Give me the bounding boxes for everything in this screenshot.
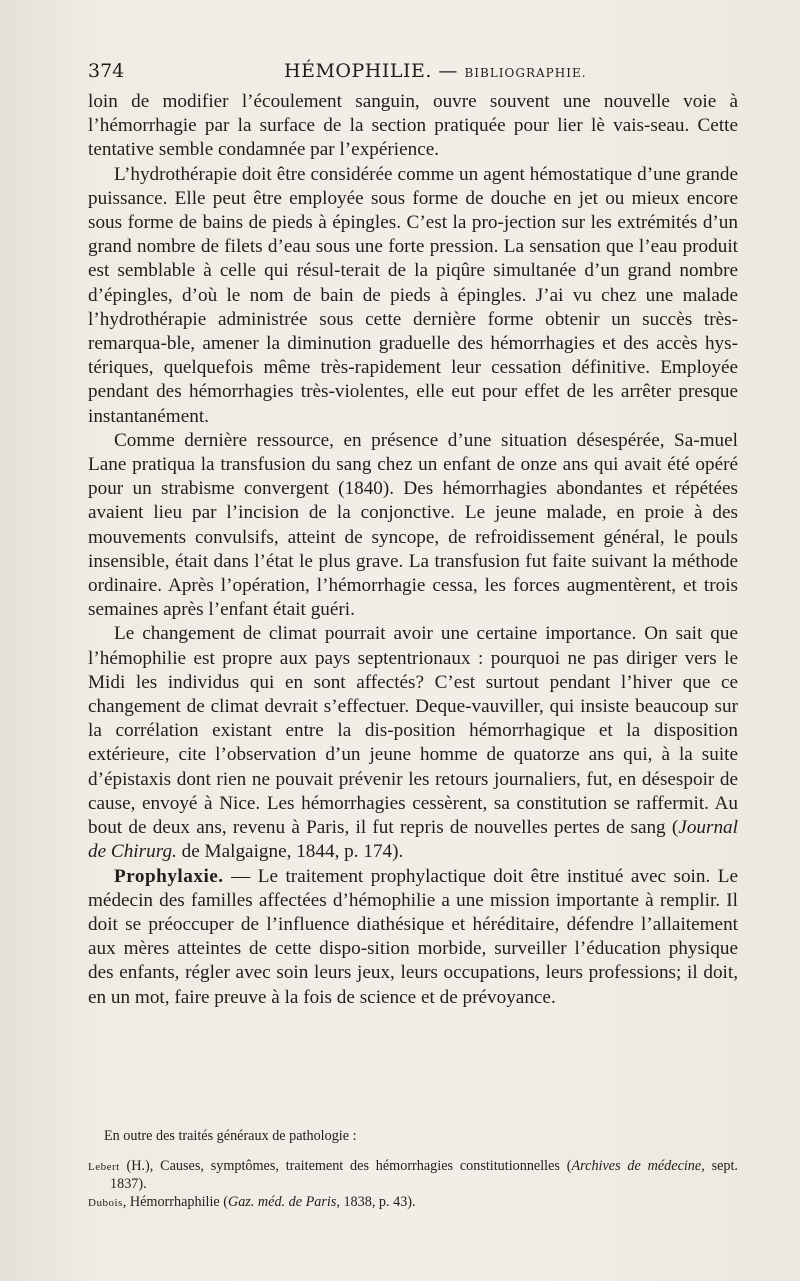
paragraph-climate bbox=[88, 622, 738, 864]
reference-text: , Hémorrhaphilie ( bbox=[122, 1193, 228, 1210]
reference-author: Lebert bbox=[88, 1160, 120, 1173]
reference-item bbox=[88, 1158, 738, 1194]
page-number: 374 bbox=[88, 60, 125, 82]
section-heading-prophylaxie: Prophylaxie. bbox=[114, 865, 224, 887]
reference-date: , sept. 1837). bbox=[110, 1157, 738, 1192]
reference-author: Dubois bbox=[88, 1196, 123, 1209]
main-text bbox=[88, 90, 738, 1010]
reference-date: , 1838, p. 43). bbox=[336, 1193, 416, 1210]
paragraph-prophylaxis bbox=[88, 865, 738, 1010]
prophylaxis-text: — Le traitement prophylactique doit être institué avec soin. Le médecin des familles affectées d’hémophilie a une mission importante à remplir. Il doit se préoccuper de l’influence diathésique et héréditaire, défendre l’allaitement aux mères atteintes de cette dispo-sition morbide, surveiller l’éducation physique des enfants, régler avec soin leurs jeux, leurs occupations, leurs professions; il doit, en un mot, faire preuve à la fois de science et de prévoyance. bbox=[88, 865, 738, 1008]
reference-item bbox=[88, 1194, 738, 1213]
paragraph-ligature: loin de modifier l’écoulement sanguin, ouvre souvent une nouvelle voie à l’hémorrhagie par la surface de la section pratiquée pour lier lè vais-seau. Cette tentative semble condamnée par l’expérience. bbox=[88, 91, 738, 161]
running-title-section: BIBLIOGRAPHIE. bbox=[464, 66, 587, 80]
reference-text: (H.), Causes, symptômes, traitement des hémorrhagies constitutionnelles ( bbox=[119, 1157, 572, 1174]
paragraph-hydrotherapy: L’hydrothérapie doit être considérée comme un agent hémostatique d’une grande puissance. Elle peut être employée sous forme de douche en jet ou mieux encore sous forme de bains de pieds à épingles. C’est la pro-jection sur les extrémités d’un grand nombre de filets d’eau sous une forte pression. La sensation que l’eau produit est semblable à celle qui résul-terait de la piqûre simultanée d’un grand nombre d’épingles, d’où le nom de bain de pieds à épingles. J’ai vu chez une malade l’hydrothérapie administrée sous cette dernière forme obtenir un succès très-remarqua-ble, amener la diminution graduelle des hémorrhagies et des accès hys-tériques, quelquefois même très-rapidement leur cessation définitive. Employée pendant des hémorrhagies très-violentes, elle eut pour effet de les arrêter presque instantanément. bbox=[88, 163, 738, 427]
reference-journal: Gaz. méd. de Paris bbox=[227, 1193, 337, 1210]
journal-citation: Journal de Chirurg. bbox=[88, 817, 738, 863]
running-title-main: HÉMOPHILIE. — bbox=[284, 60, 458, 82]
reference-journal: Archives de médecine bbox=[571, 1157, 702, 1174]
climate-citation-end: de Malgaigne, 1844, p. 174). bbox=[176, 841, 404, 863]
climate-text: Le changement de climat pourrait avoir une certaine importance. On sait que l’hémophilie est propre aux pays septentrionaux : pourquoi ne pas diriger vers le Midi les individus qui en sont affectés? C’est surtout pendant l’hiver que ce changement de climat devrait s’effectuer. Deque-vauviller, qui insiste beaucoup sur la corrélation existant entre la dis-position hémorrhagique et la disposition extérieure, cite l’observation d’un jeune homme de quatorze ans qui, à la suite d’épistaxis dont rien ne pouvait prévenir les retours journaliers, fut, en désespoir de cause, envoyé à Nice. Les hémorrhagies cessèrent, sa constitution se raffermit. Au bout de deux ans, revenu à Paris, il fut repris de nouvelles pertes de sang ( bbox=[88, 623, 738, 839]
paragraph-transfusion: Comme dernière ressource, en présence d’une situation désespérée, Sa-muel Lane pratiqua la transfusion du sang chez un enfant de onze ans qui avait été opéré pour un strabisme convergent (1840). Des hémorrhagies abondantes et répétées avaient lieu par l’incision de la conjonctive. Le jeune malade, en proie à des mouvements convulsifs, atteint de syncope, de refroidissement général, le pouls insensible, était dans l’état le plus grave. La transfusion fut faite suivant la méthode ordinaire. Après l’opération, l’hémorrhagie cessa, les forces augmentèrent, et trois semaines après l’enfant était guéri. bbox=[88, 429, 738, 621]
running-title bbox=[284, 60, 587, 82]
bibliography bbox=[88, 1128, 738, 1212]
running-header bbox=[88, 60, 738, 84]
bibliography-intro: En outre des traités généraux de pathologie : bbox=[104, 1128, 357, 1144]
